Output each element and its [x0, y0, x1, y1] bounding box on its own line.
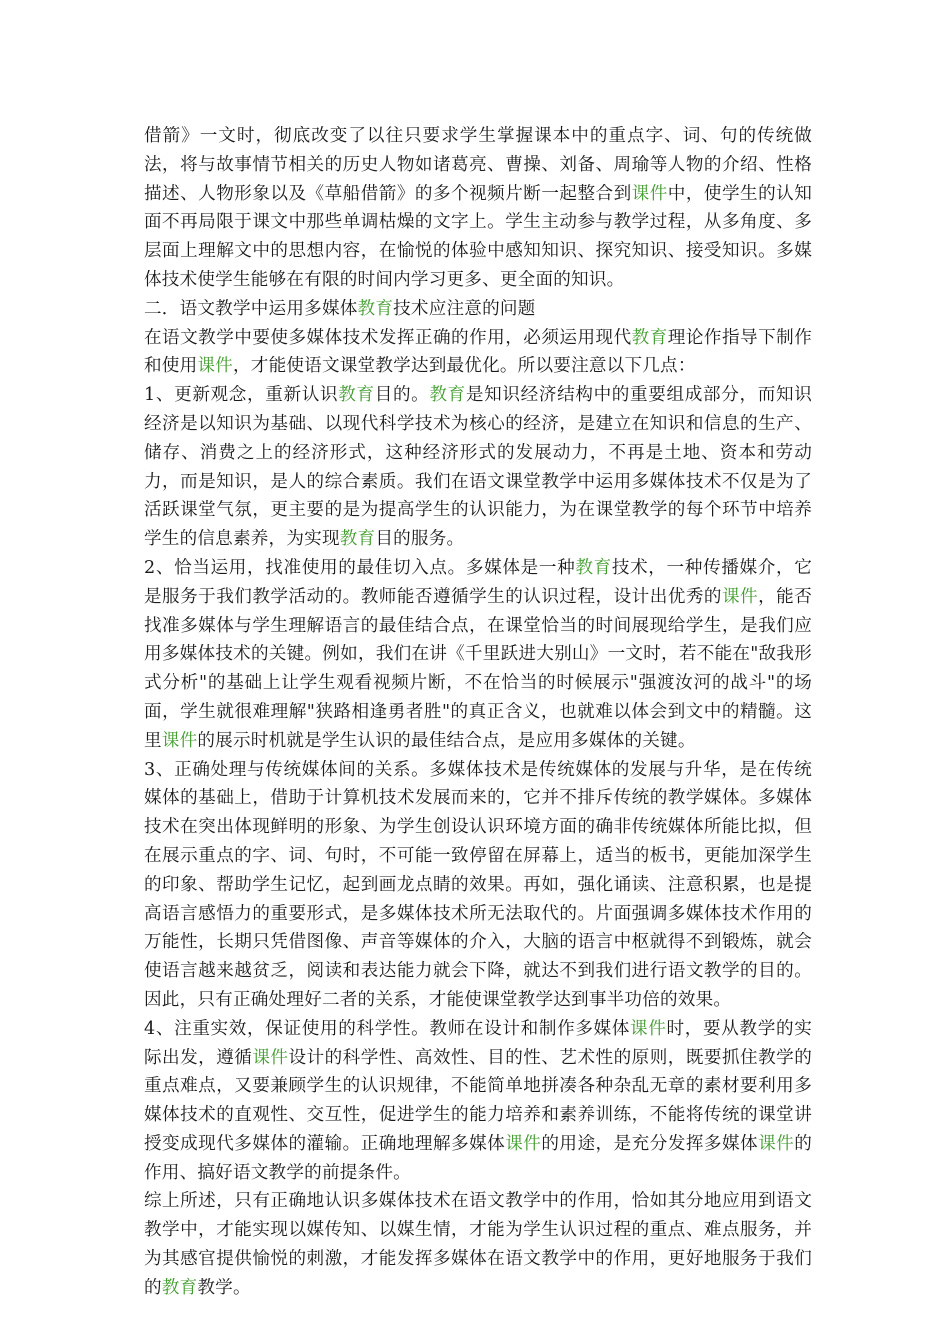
text-run: ，才能使语文课堂教学达到最优化。所以要注意以下几点：: [232, 356, 696, 377]
keyword-link[interactable]: 课件: [630, 1018, 667, 1039]
text-run: 借箭》一文时，彻底改变了以往只要求学生掌握课本中的重点字、词、句的传统做法，将与故事情节相关的历史人物如诸葛亮、曹操、刘备、周瑜等人物的介绍、性格描述、人物形象以及《草船借箭》的多个视频片断一起整合到: [144, 126, 812, 204]
keyword-link[interactable]: 教育: [357, 298, 394, 319]
paragraph-intro-continued: [144, 122, 812, 295]
text-run: 是知识经济结构中的重要组成部分，而知识经济是以知识为基础、以现代科学技术为核心的经济，是建立在知识和信息的生产、储存、消费之上的经济形式，这种经济形式的发展动力，不再是土地、资本和劳动力，而是知识，是人的综合素质。我们在语文课堂教学中运用多媒体技术不仅是为了活跃课堂气氛，更主要的是为提高学生的认识能力，为在课堂教学的每个环节中培养学生的信息素养，为实现: [144, 385, 812, 550]
text-run: 4、注重实效，保证使用的科学性。教师在设计和制作多媒体: [144, 1018, 631, 1039]
paragraph-section-intro: [144, 324, 812, 382]
text-run: 1、更新观念，重新认识: [144, 385, 339, 406]
keyword-link[interactable]: 教育: [339, 529, 376, 550]
keyword-link[interactable]: 课件: [197, 356, 233, 377]
text-run: 3、正确处理与传统媒体间的关系。多媒体技术是传统媒体的发展与升华，是在传统媒体的基础上，借助于计算机技术发展而来的，它并不排斥传统的教学媒体。多媒体技术在突出体现鲜明的形象、为学生创设认识环境方面的确非传统媒体所能比拟，但在展示重点的字、词、句时，不可能一致停留在屏幕上，适当的板书，更能加深学生的印象、帮助学生记忆，起到画龙点睛的效果。再如，强化诵读、注意积累，也是提高语言感悟力的重要形式，是多媒体技术所无法取代的。片面强调多媒体技术作用的万能性，长期只凭借图像、声音等媒体的介入，大脑的语言中枢就得不到锻炼，就会使语言越来越贫乏，阅读和表达能力就会下降，就达不到我们进行语文教学的目的。因此，只有正确处理好二者的关系，才能使课堂教学达到事半功倍的效果。: [144, 759, 812, 1010]
text-run: 在语文教学中要使多媒体技术发挥正确的作用，必须运用现代: [144, 327, 632, 348]
keyword-link[interactable]: 教育: [429, 385, 466, 406]
keyword-link[interactable]: 课件: [161, 730, 198, 751]
keyword-link[interactable]: 课件: [631, 183, 668, 204]
keyword-link[interactable]: 课件: [721, 586, 759, 607]
text-run: ，能否找准多媒体与学生理解语言的最佳结合点，在课堂恰当的时间展现给学生，是我们应用多媒体技术的关键。例如，我们在讲《千里跃进大别山》一文时，若不能在"敌我形式分析"的基础上让学生观看视频片断，不在恰当的时候展示"强渡汝河的战斗"的场面，学生就很难理解"狭路相逢勇者胜"的真正含义，也就难以体会到文中的精髓。这里: [144, 586, 812, 751]
paragraph-point-3: [144, 756, 812, 1015]
paragraph-point-1: [144, 381, 812, 554]
text-run: 技术，一种传播媒介，它是服务于我们教学活动的。教师能否遵循学生的认识过程，设计出优秀的: [144, 557, 813, 607]
text-run: 2、恰当运用，找准使用的最佳切入点。多媒体是一种: [144, 557, 576, 578]
text-run: 的作用、搞好语文教学的前提条件。: [144, 1133, 812, 1183]
text-run: 理论作指导下制作和使用: [144, 327, 813, 377]
text-run: 设计的科学性、高效性、目的性、艺术性的原则，既要抓住教学的重点难点，又要兼顾学生的认识规律，不能简单地拼凑各种杂乱无章的素材要利用多媒体技术的直观性、交互性，促进学生的能力培养和素养训练，不能将传统的课堂讲授变成现代多媒体的灌输。正确地理解多媒体: [144, 1047, 812, 1154]
keyword-link[interactable]: 课件: [505, 1133, 542, 1154]
text-run: 目的。: [374, 385, 430, 406]
keyword-link[interactable]: 课件: [758, 1133, 795, 1154]
keyword-link[interactable]: 教育: [161, 1277, 198, 1298]
section-heading-2: [144, 295, 812, 324]
text-run: 中，使学生的认知面不再局限于课文中那些单调枯燥的文字上。学生主动参与教学过程，从多角度、多层面上理解文中的思想内容，在愉悦的体验中感知知识、探究知识、接受知识。多媒体技术使学生能够在有限的时间内学习更多、更全面的知识。: [144, 183, 813, 290]
text-run: 时，要从教学的实际出发，遵循: [144, 1018, 812, 1068]
keyword-link[interactable]: 教育: [575, 557, 612, 578]
keyword-link[interactable]: 教育: [338, 385, 375, 406]
text-run: 目的服务。: [375, 529, 465, 550]
keyword-link[interactable]: 教育: [631, 327, 668, 348]
keyword-link[interactable]: 课件: [252, 1047, 289, 1068]
text-run: 的展示时机就是学生认识的最佳结合点，是应用多媒体的关键。: [197, 730, 696, 751]
paragraph-conclusion: [144, 1187, 812, 1302]
text-run: 教学。: [197, 1277, 251, 1298]
paragraph-point-2: [144, 554, 812, 756]
text-run: 综上所述，只有正确地认识多媒体技术在语文教学中的作用，恰如其分地应用到语文教学中，才能实现以媒传知、以媒生情，才能为学生认识过程的重点、难点服务，并为其感官提供愉悦的刺激，才能发挥多媒体在语文教学中的作用，更好地服务于我们的: [144, 1191, 812, 1298]
text-run: 的用途，是充分发挥多媒体: [541, 1133, 759, 1154]
text-run: 二．语文教学中运用多媒体: [144, 298, 358, 319]
paragraph-point-4: [144, 1015, 812, 1188]
document-body: [144, 122, 812, 1303]
text-run: 技术应注意的问题: [393, 298, 536, 319]
